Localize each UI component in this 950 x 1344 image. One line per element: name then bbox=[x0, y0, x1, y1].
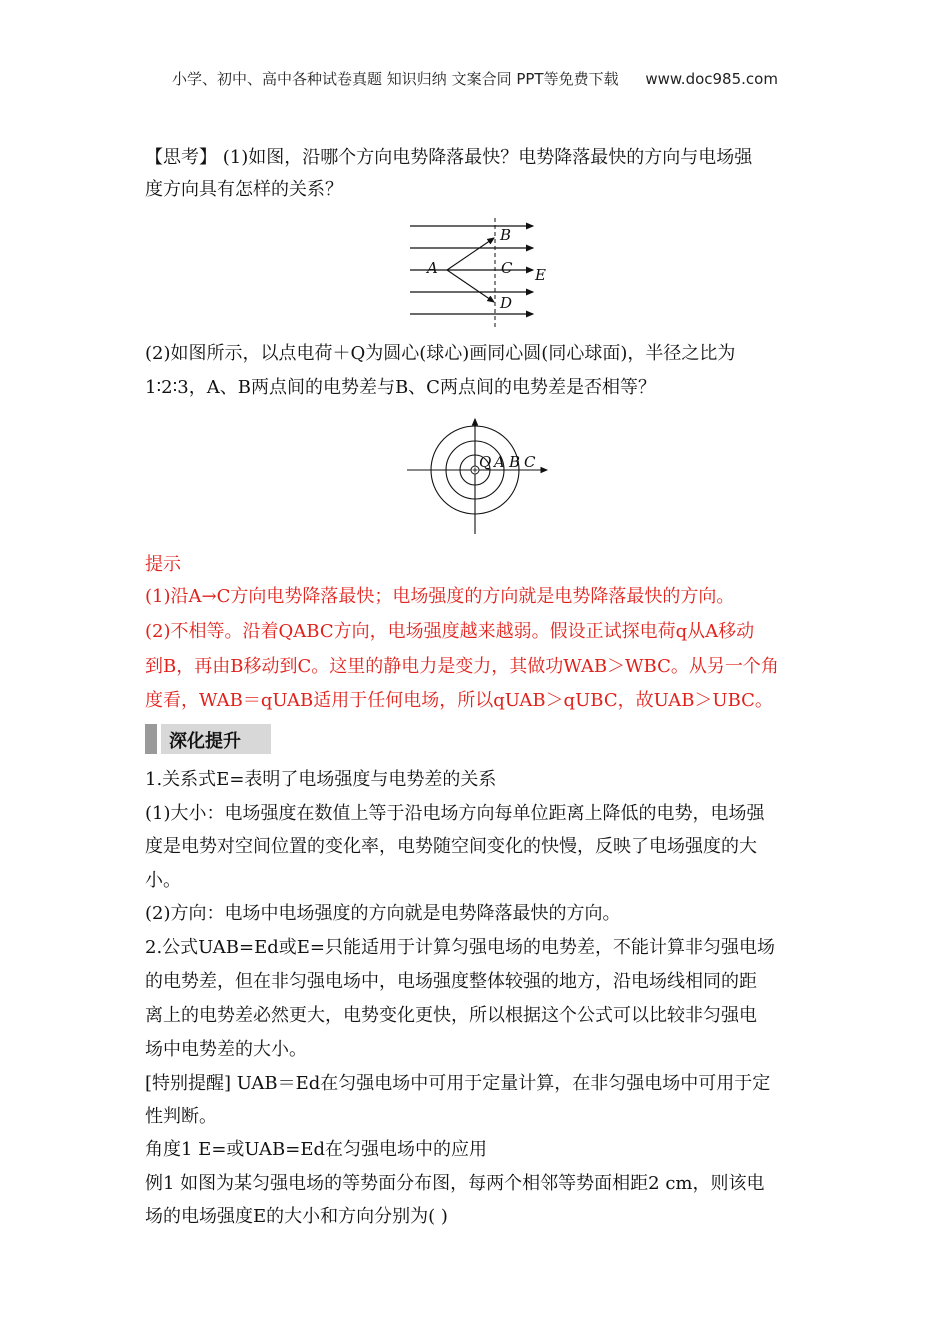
hint-answer-2-line3: 度看，WAB＝qUAB适用于任何电场，所以qUAB＞qUBC，故UAB＞UBC。 bbox=[145, 690, 773, 711]
point-1a-line2: 度是电势对空间位置的变化率，电势随空间变化的快慢，反映了电场强度的大 bbox=[145, 836, 757, 857]
figure-concentric-circles bbox=[405, 416, 555, 536]
point-1a-line3: 小。 bbox=[145, 870, 181, 891]
point-2-line2: 的电势差，但在非匀强电场中，电场强度整体较强的地方，沿电场线相同的距 bbox=[145, 971, 757, 992]
point-2-line4: 场中电势差的大小。 bbox=[145, 1039, 307, 1060]
hint-answer-1: (1)沿A→C方向电势降落最快；电场强度的方向就是电势降落最快的方向。 bbox=[145, 586, 735, 607]
hint-title: 提示 bbox=[145, 554, 181, 575]
header-title: 小学、初中、高中各种试卷真题 知识归纳 文案合同 PPT等免费下载 bbox=[172, 70, 619, 88]
think-q2-line1: (2)如图所示，以点电荷＋Q为圆心(球心)画同心圆(同心球面)，半径之比为 bbox=[145, 343, 736, 364]
fig1-label-a: A bbox=[427, 259, 438, 277]
think-q1-line2: 度方向具有怎样的关系？ bbox=[145, 179, 343, 200]
hint-answer-2-line1: (2)不相等。沿着QABC方向，电场强度越来越弱。假设正试探电荷q从A移动 bbox=[145, 621, 755, 642]
fig1-label-b: B bbox=[500, 226, 512, 244]
angle-heading: 角度1 E=或UAB=Ed在匀强电场中的应用 bbox=[145, 1139, 487, 1160]
think-q2-line2: 1∶2∶3，A、B两点间的电势差与B、C两点间的电势差是否相等？ bbox=[145, 377, 656, 398]
point-1a-line1: (1)大小：电场强度在数值上等于沿电场方向每单位距离上降低的电势，电场强 bbox=[145, 803, 765, 824]
example-line2: 场的电场强度E的大小和方向分别为( ) bbox=[145, 1206, 448, 1227]
section-title: 深化提升 bbox=[169, 731, 241, 752]
point-1b: (2)方向：电场中电场强度的方向就是电势降落最快的方向。 bbox=[145, 903, 621, 924]
page-header bbox=[0, 68, 950, 89]
fig1-label-e: E bbox=[535, 266, 546, 284]
figure-field-lines bbox=[405, 218, 555, 330]
point-2-line3: 离上的电势差必然更大，电势变化更快，所以根据这个公式可以比较非匀强电 bbox=[145, 1005, 757, 1026]
think-q1-line1: 【思考】 (1)如图，沿哪个方向电势降落最快？电势降落最快的方向与电场强 bbox=[145, 147, 753, 168]
fig2-label-a: A bbox=[494, 453, 505, 471]
fig1-label-c: C bbox=[501, 259, 513, 277]
special-note-line2: 性判断。 bbox=[145, 1106, 217, 1127]
fig2-label-c: C bbox=[524, 453, 536, 471]
fig1-label-d: D bbox=[500, 294, 513, 312]
special-note-line1: [特别提醒] UAB＝Ed在匀强电场中可用于定量计算，在非匀强电场中可用于定 bbox=[145, 1073, 771, 1094]
fig2-label-q: Q bbox=[479, 453, 492, 471]
point-2-line1: 2.公式UAB=Ed或E=只能适用于计算匀强电场的电势差，不能计算非匀强电场 bbox=[145, 937, 775, 958]
fig2-label-b: B bbox=[509, 453, 521, 471]
example-line1: 例1 如图为某匀强电场的等势面分布图，每两个相邻等势面相距2 cm，则该电 bbox=[145, 1173, 765, 1194]
hint-answer-2-line2: 到B，再由B移动到C。这里的静电力是变力，其做功WAB＞WBC。从另一个角 bbox=[145, 656, 779, 677]
point-1-title: 1.关系式E=表明了电场强度与电势差的关系 bbox=[145, 769, 497, 790]
header-site: www.doc985.com bbox=[645, 70, 778, 88]
section-heading bbox=[145, 724, 271, 754]
